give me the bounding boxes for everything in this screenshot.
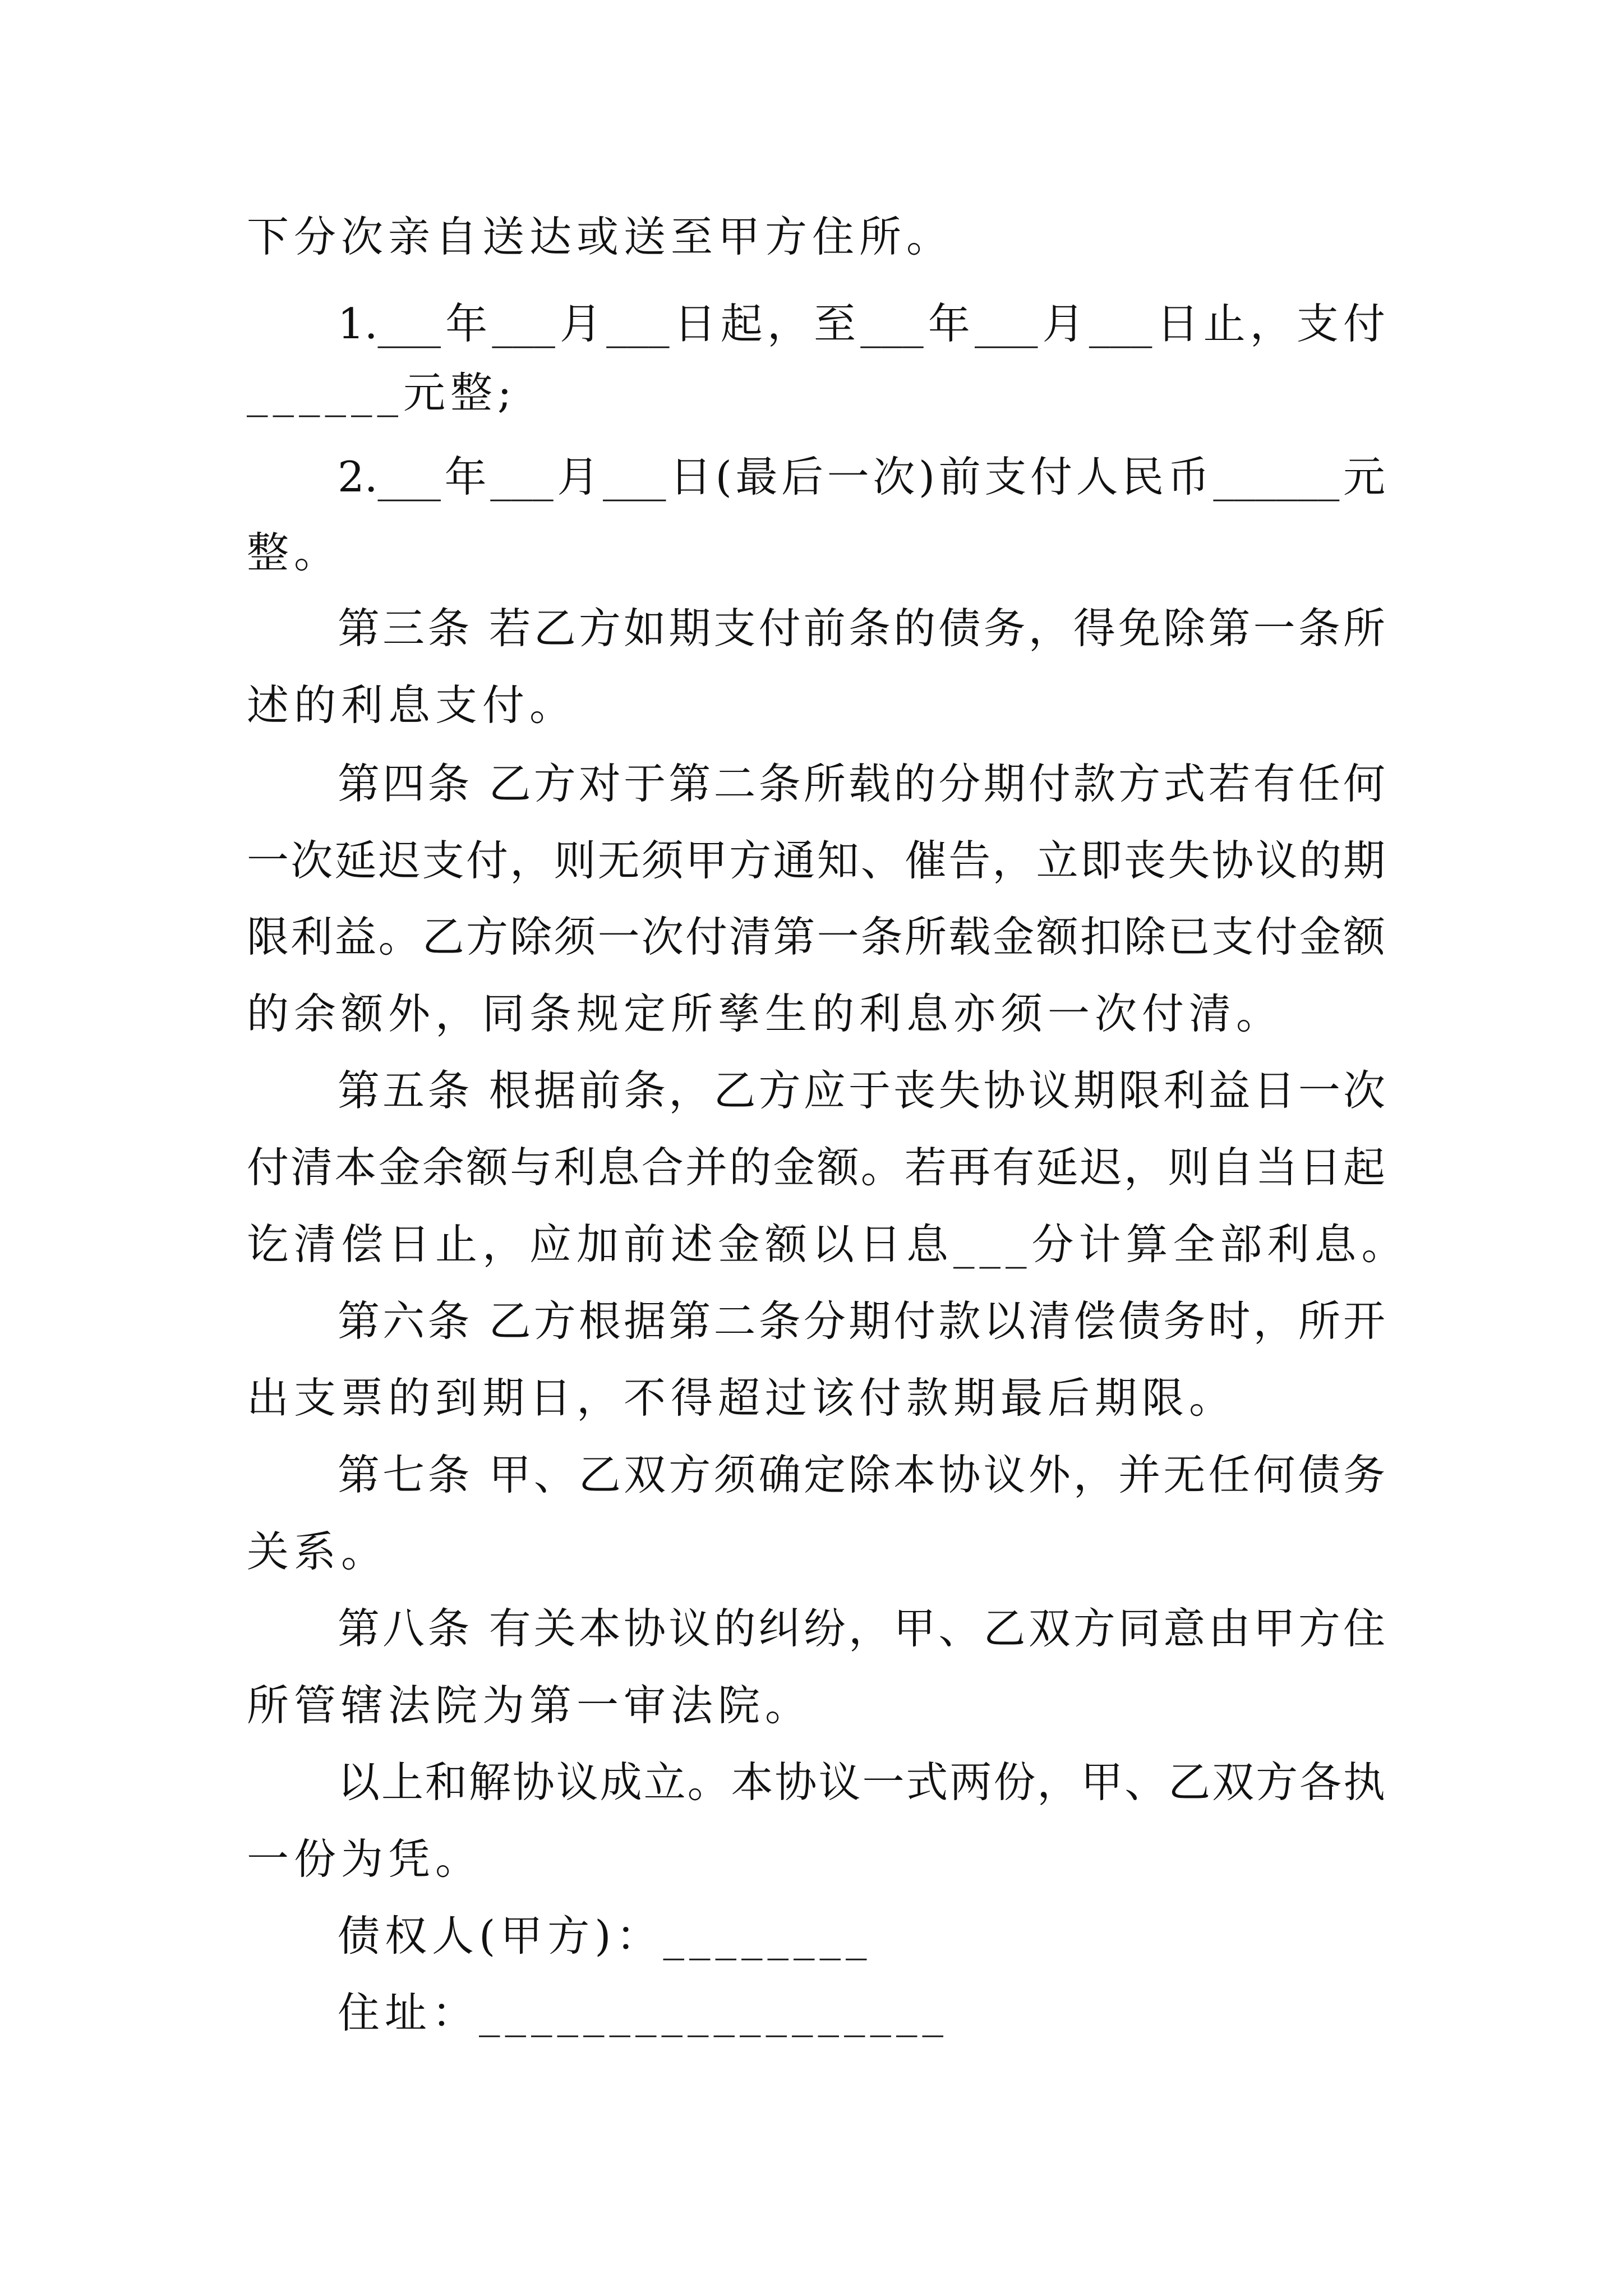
text-line: 第七条 甲、乙双方须确定除本协议外，并无任何债务	[338, 1450, 1385, 1499]
text-line: 第六条 乙方根据第二条分期付款以清偿债务时，所开	[338, 1296, 1385, 1346]
text-line: 以上和解协议成立。本协议一式两份，甲、乙双方各执	[338, 1757, 1385, 1807]
text-line: 整。	[247, 528, 342, 577]
text-line: 第三条 若乙方如期支付前条的债务，得免除第一条所	[338, 604, 1385, 653]
text-line: 付清本金余额与利息合并的金额。若再有延迟，则自当日起	[247, 1143, 1385, 1192]
address-line: 住址：__________________	[338, 1988, 949, 2037]
text-line: 2.___年___月___日(最后一次)前支付人民币______元	[338, 452, 1385, 501]
text-line: 述的利息支付。	[247, 680, 577, 730]
text-line: ______元整;	[247, 368, 517, 417]
text-line: 一份为凭。	[247, 1834, 483, 1884]
text-line: 关系。	[247, 1527, 389, 1576]
text-line: 第八条 有关本协议的纠纷，甲、乙双方同意由甲方住	[338, 1604, 1385, 1653]
text-line: 第五条 根据前条，乙方应于丧失协议期限利益日一次	[338, 1066, 1385, 1115]
text-line: 限利益。乙方除须一次付清第一条所载金额扣除已支付金额	[247, 912, 1385, 961]
text-line: 所管辖法院为第一审法院。	[247, 1681, 813, 1730]
text-line: 出支票的到期日，不得超过该付款期最后期限。	[247, 1373, 1237, 1423]
text-line: 1.___年___月___日起，至___年___月___日止，支付	[338, 299, 1385, 348]
text-line: 的余额外，同条规定所孳生的利息亦须一次付清。	[247, 989, 1284, 1038]
text-line: 第四条 乙方对于第二条所载的分期付款方式若有任何	[338, 759, 1385, 808]
creditor-signature-line: 债权人(甲方)：________	[338, 1911, 872, 1961]
text-line: 一次延迟支付，则无须甲方通知、催告，立即丧失协议的期	[247, 836, 1385, 885]
text-line: 讫清偿日止，应加前述金额以日息___分计算全部利息。	[247, 1220, 1409, 1269]
text-line: 下分次亲自送达或送至甲方住所。	[247, 212, 954, 261]
